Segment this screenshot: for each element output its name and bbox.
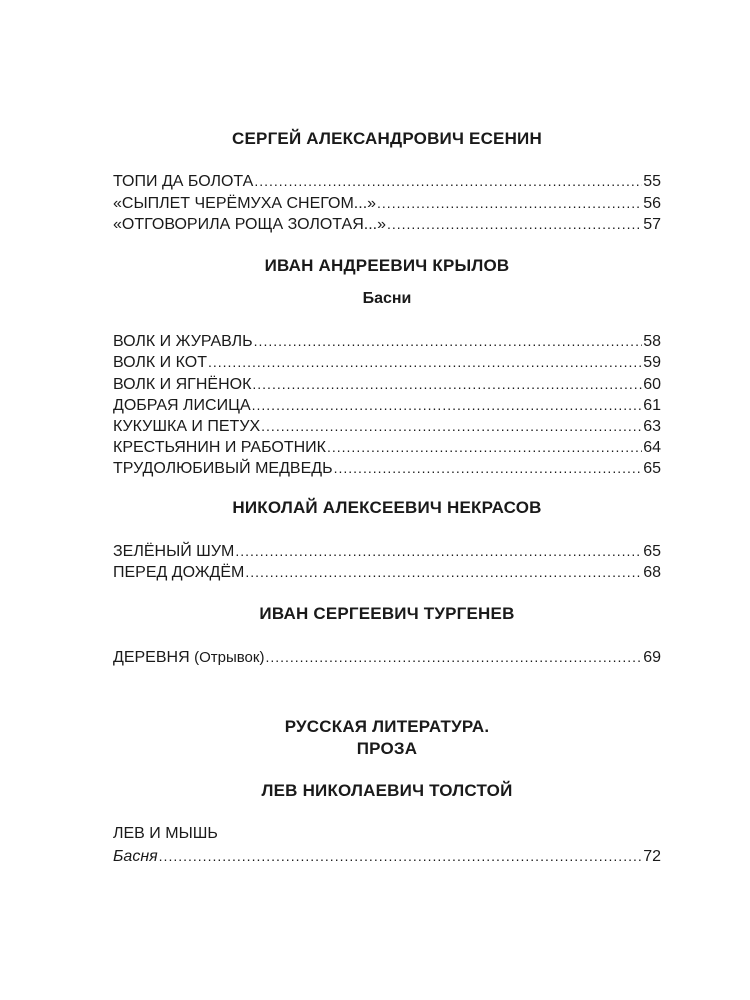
author-heading-esenin: СЕРГЕЙ АЛЕКСАНДРОВИЧ ЕСЕНИН	[232, 129, 542, 148]
toc-entry	[113, 170, 661, 192]
toc-entry	[113, 394, 661, 416]
entry-page: 65	[643, 543, 661, 560]
entry-title: ДОБРАЯ ЛИСИЦА	[113, 397, 251, 414]
dot-leader	[235, 540, 642, 562]
dot-leader	[254, 170, 642, 192]
dot-leader	[377, 192, 642, 214]
part-title-line2: ПРОЗА	[356, 739, 418, 758]
author-heading-krylov: ИВАН АНДРЕЕВИЧ КРЫЛОВ	[264, 256, 510, 275]
dot-leader	[387, 213, 642, 235]
toc-entry	[113, 192, 661, 214]
entry-title: ЗЕЛЁНЫЙ ШУМ	[113, 543, 235, 560]
dot-leader	[252, 373, 642, 395]
entry-page: 60	[643, 376, 661, 393]
toc-entry	[113, 351, 661, 373]
entry-title: ВОЛК И ЯГНЁНОК	[113, 376, 252, 393]
entry-title: КРЕСТЬЯНИН И РАБОТНИК	[113, 439, 326, 456]
dot-leader	[265, 646, 642, 668]
toc-entry	[113, 457, 661, 479]
entry-page: 61	[643, 397, 661, 414]
entry-title-text: ДЕРЕВНЯ	[113, 649, 190, 666]
toc-entry	[113, 330, 661, 352]
dot-leader	[334, 457, 643, 479]
entry-page: 57	[643, 216, 661, 233]
toc-entry	[113, 213, 661, 235]
entry-page: 64	[643, 439, 661, 456]
entry-page: 63	[643, 418, 661, 435]
toc-entry	[113, 845, 661, 867]
toc-entry	[113, 436, 661, 458]
toc-entry	[113, 646, 661, 668]
author-heading-tolstoy: ЛЕВ НИКОЛАЕВИЧ ТОЛСТОЙ	[261, 781, 513, 800]
dot-leader	[245, 561, 642, 583]
entry-genre: Басня	[113, 848, 158, 865]
dot-leader	[327, 436, 642, 458]
dot-leader	[261, 415, 642, 437]
entry-title	[113, 647, 264, 669]
entry-title: «ОТГОВОРИЛА РОЩА ЗОЛОТАЯ...»	[113, 216, 386, 233]
work-title: ЛЕВ И МЫШЬ	[113, 825, 218, 842]
entry-page: 59	[643, 354, 661, 371]
entry-page: 72	[643, 848, 661, 865]
entry-page: 55	[643, 173, 661, 190]
author-heading-turgenev: ИВАН СЕРГЕЕВИЧ ТУРГЕНЕВ	[259, 604, 515, 623]
entry-note: (Отрывок)	[194, 649, 265, 666]
author-heading-nekrasov: НИКОЛАЙ АЛЕКСЕЕВИЧ НЕКРАСОВ	[232, 498, 542, 517]
dot-leader	[254, 330, 643, 352]
entry-title: ТРУДОЛЮБИВЫЙ МЕДВЕДЬ	[113, 460, 333, 477]
table-of-contents	[113, 0, 661, 1000]
entry-page: 69	[643, 649, 661, 666]
entry-title: ПЕРЕД ДОЖДЁМ	[113, 564, 245, 581]
entry-title: ТОПИ ДА БОЛОТА	[113, 173, 254, 190]
entry-title: КУКУШКА И ПЕТУХ	[113, 418, 261, 435]
toc-entry	[113, 415, 661, 437]
entry-page: 56	[643, 195, 661, 212]
toc-entry	[113, 373, 661, 395]
toc-entry	[113, 561, 661, 583]
entry-page: 58	[643, 333, 661, 350]
entry-page: 65	[643, 460, 661, 477]
part-title-line1: РУССКАЯ ЛИТЕРАТУРА.	[284, 717, 490, 736]
dot-leader	[252, 394, 643, 416]
dot-leader	[159, 845, 643, 867]
entry-title: ВОЛК И ЖУРАВЛЬ	[113, 333, 253, 350]
entry-page: 68	[643, 564, 661, 581]
entry-title: «СЫПЛЕТ ЧЕРЁМУХА СНЕГОМ...»	[113, 195, 377, 212]
toc-entry	[113, 540, 661, 562]
dot-leader	[208, 351, 642, 373]
genre-subheading: Басни	[362, 290, 412, 307]
entry-title: ВОЛК И КОТ	[113, 354, 207, 371]
